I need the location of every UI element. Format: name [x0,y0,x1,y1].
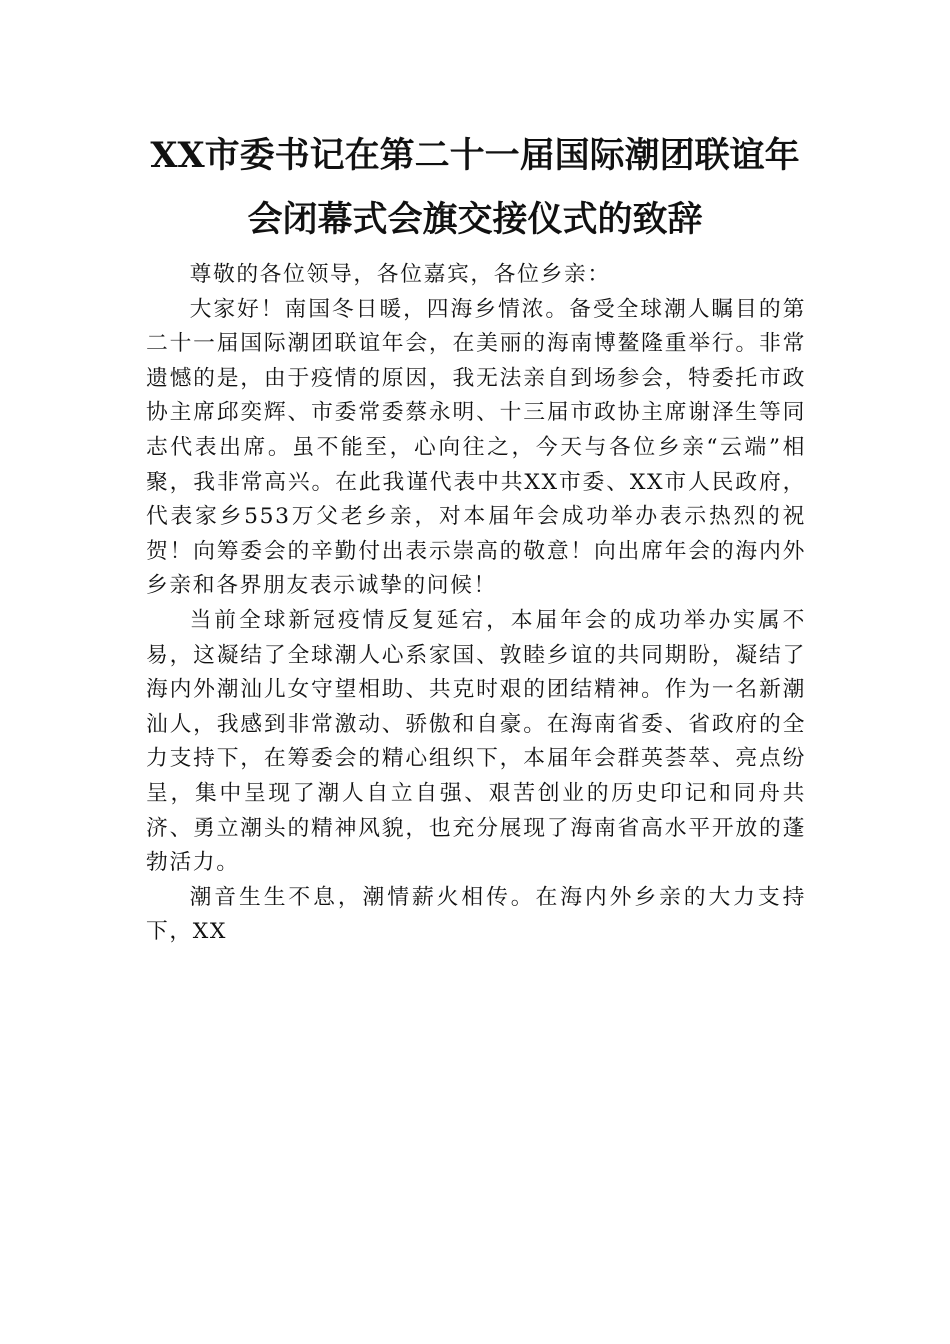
body-paragraph-3: 潮音生生不息，潮情薪火相传。在海内外乡亲的大力支持下，XX [146,884,806,945]
title-line-1: XX市委书记在第二十一届国际潮团联谊年 [150,135,800,176]
salutation-paragraph: 尊敬的各位领导，各位嘉宾，各位乡亲： [189,262,611,287]
body-paragraph-1: 大家好！南国冬日暖，四海乡情浓。备受全球潮人瞩目的第二十一届国际潮团联谊年会，在美丽的海南博鳌隆重举行。非常遗憾的是，由于疫情的原因，我无法亲自到场参会，特委托市政协主席邱奕辉、市委常委蔡永明、十三届市政协主席谢泽生等同志代表出席。虽不能至，心向往之，今天与各位乡亲“云端”相聚，我非常高兴。在此我谨代表中共XX市委、XX市人民政府，代表家乡553万父老乡亲，对本届年会成功举办表示热烈的祝贺！向筹委会的辛勤付出表示崇高的敬意！向出席年会的海内外乡亲和各界朋友表示诚挚的问候！ [146,296,806,599]
document-body [146,258,806,950]
body-paragraph-2: 当前全球新冠疫情反复延宕，本届年会的成功举办实属不易，这凝结了全球潮人心系家国、敦睦乡谊的共同期盼，凝结了海内外潮汕儿女守望相助、共克时艰的团结精神。作为一名新潮汕人，我感到非常激动、骄傲和自豪。在海南省委、省政府的全力支持下，在筹委会的精心组织下，本届年会群英荟萃、亮点纷呈，集中呈现了潮人自立自强、艰苦创业的历史印记和同舟共济、勇立潮头的精神风貌，也充分展现了海南省高水平开放的蓬勃活力。 [146,607,806,876]
document-title [120,124,830,252]
title-line-2: 会闭幕式会旗交接仪式的致辞 [247,199,703,240]
